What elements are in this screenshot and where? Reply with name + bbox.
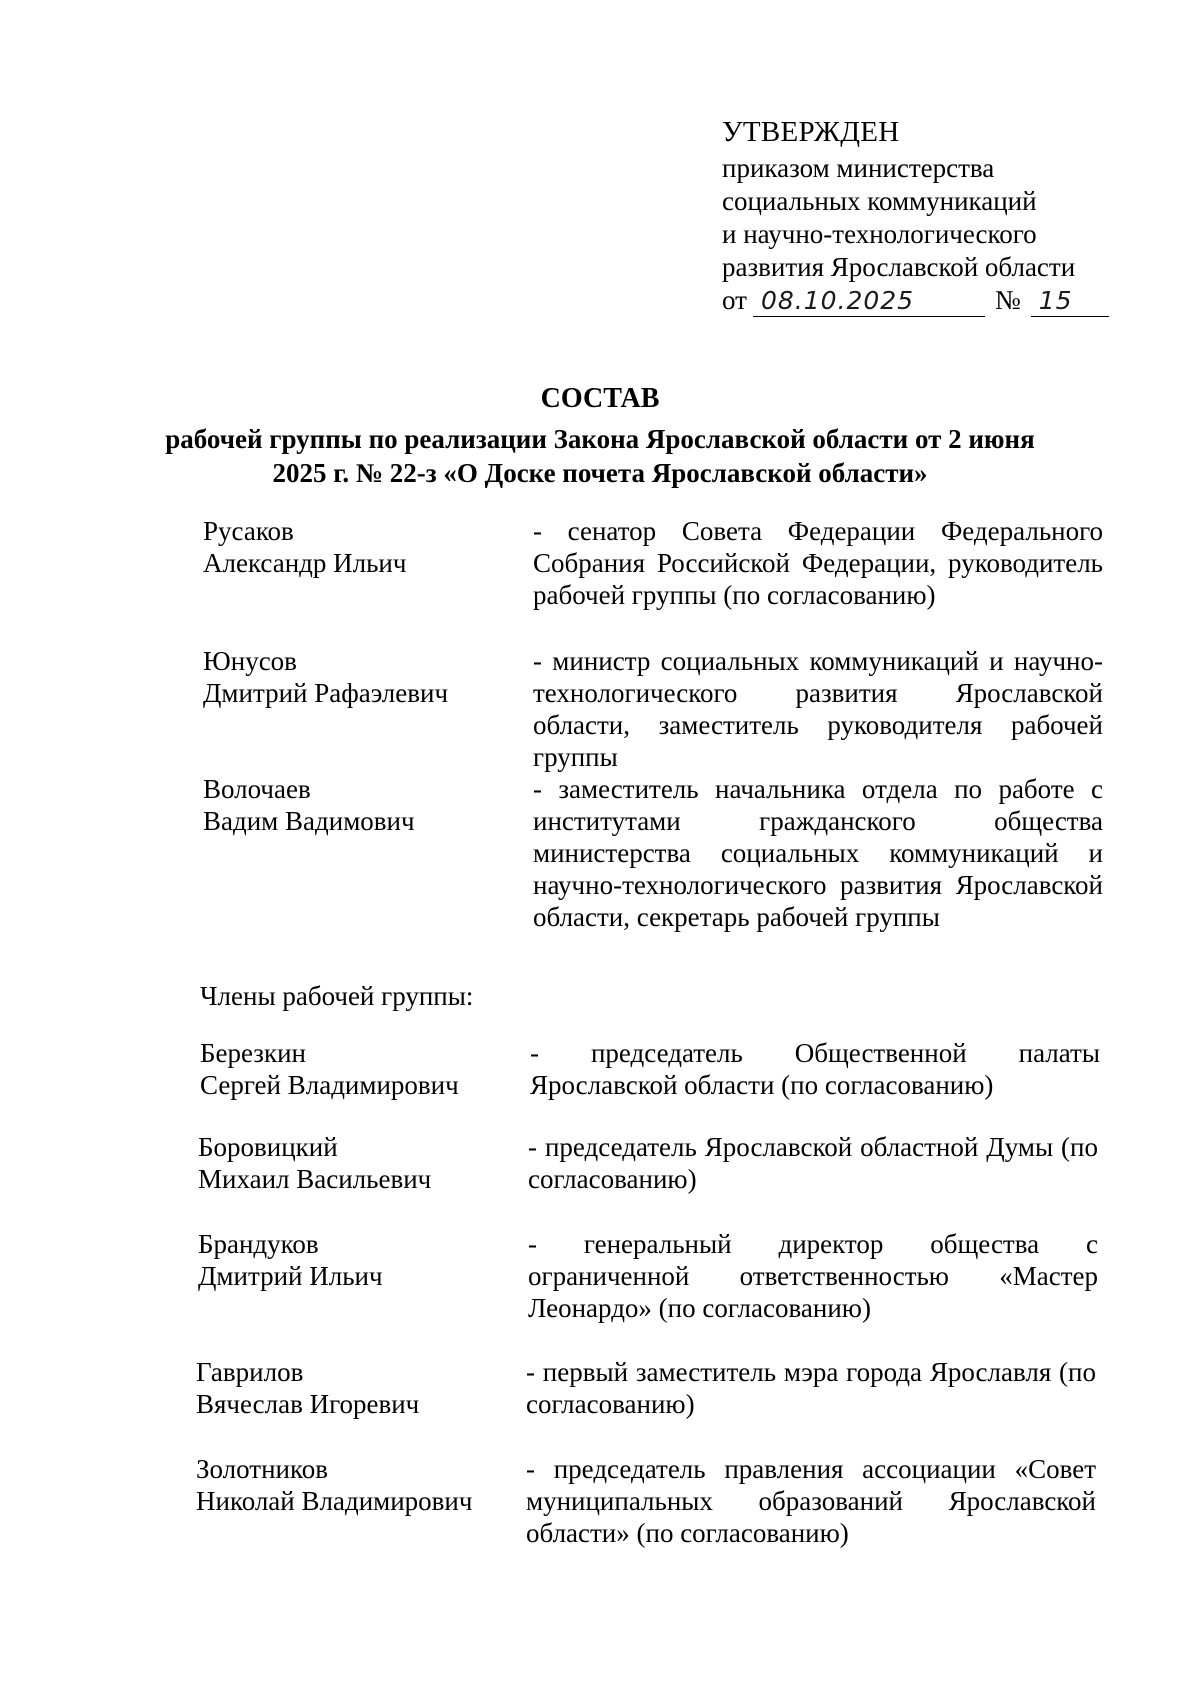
given-names: Вадим Вадимович — [203, 806, 415, 836]
person-name — [196, 1453, 526, 1549]
person-name — [196, 1356, 526, 1420]
handwritten-number: 15 — [1031, 286, 1109, 317]
given-names: Михаил Васильевич — [198, 1164, 432, 1194]
person-role: - председатель Общественной палаты Ярославской области (по согласованию) — [530, 1038, 1100, 1100]
members-section-label: Члены рабочей группы: — [200, 981, 474, 1011]
given-names: Николай Владимирович — [196, 1486, 473, 1516]
person-name — [198, 1131, 528, 1195]
person-role: - председатель Ярославской областной Думы (по согласованию) — [528, 1132, 1098, 1194]
surname: Брандуков — [198, 1229, 319, 1259]
list-item — [200, 1037, 1100, 1101]
approval-block — [722, 112, 1142, 317]
surname: Золотников — [196, 1454, 328, 1484]
person-name — [203, 773, 533, 933]
date-prefix: от — [722, 285, 747, 315]
number-label: № — [994, 285, 1021, 315]
subtitle-line: рабочей группы по реализации Закона Ярославской области от 2 июня — [165, 424, 1035, 454]
surname: Гаврилов — [196, 1357, 304, 1387]
person-role: - сенатор Совета Федерации Федерального Собрания Российской Федерации, руководитель рабочей группы (по согласованию) — [533, 516, 1103, 610]
approval-title: УТВЕРЖДЕН — [722, 116, 900, 148]
surname: Боровицкий — [198, 1132, 338, 1162]
list-item — [203, 645, 1103, 773]
list-item — [196, 1356, 1096, 1420]
document-title: СОСТАВ — [540, 383, 660, 414]
list-item — [203, 515, 1103, 611]
person-role: - первый заместитель мэра города Ярославля (по согласованию) — [526, 1357, 1096, 1419]
given-names: Сергей Владимирович — [200, 1070, 459, 1100]
given-names: Дмитрий Рафаэлевич — [203, 678, 449, 708]
person-name — [203, 515, 533, 611]
order-date-number — [722, 284, 1142, 317]
approval-line: развития Ярославской области — [722, 252, 1076, 282]
person-name — [198, 1228, 528, 1324]
list-item — [196, 1453, 1096, 1549]
surname: Березкин — [200, 1038, 306, 1068]
person-role: - генеральный директор общества с ограниченной ответственностью «Мастер Леонардо» (по согласованию) — [528, 1229, 1098, 1323]
given-names: Дмитрий Ильич — [198, 1261, 383, 1291]
list-item — [198, 1131, 1098, 1195]
list-item — [198, 1228, 1098, 1324]
given-names: Александр Ильич — [203, 548, 407, 578]
surname: Русаков — [203, 516, 294, 546]
person-name — [203, 645, 533, 773]
handwritten-date: 08.10.2025 — [753, 286, 985, 317]
person-name — [200, 1037, 530, 1101]
subtitle-line: 2025 г. № 22-з «О Доске почета Ярославской области» — [272, 458, 928, 488]
document-subtitle — [150, 422, 1050, 490]
given-names: Вячеслав Игоревич — [196, 1389, 420, 1419]
approval-line: социальных коммуникаций — [722, 186, 1037, 216]
person-role: - заместитель начальника отдела по работе с институтами гражданского общества министерства социальных коммуникаций и научно-технологического развития Ярославской области, секретарь рабочей группы — [533, 774, 1103, 932]
person-role: - министр социальных коммуникаций и научно-технологического развития Ярославской области, заместитель руководителя рабочей группы — [533, 646, 1103, 772]
approval-line: и научно-технологического — [722, 219, 1037, 249]
approval-line: приказом министерства — [722, 153, 995, 183]
person-role: - председатель правления ассоциации «Совет муниципальных образований Ярославской области» (по согласованию) — [526, 1454, 1096, 1548]
surname: Юнусов — [203, 646, 297, 676]
surname: Волочаев — [203, 774, 311, 804]
list-item — [203, 773, 1103, 933]
